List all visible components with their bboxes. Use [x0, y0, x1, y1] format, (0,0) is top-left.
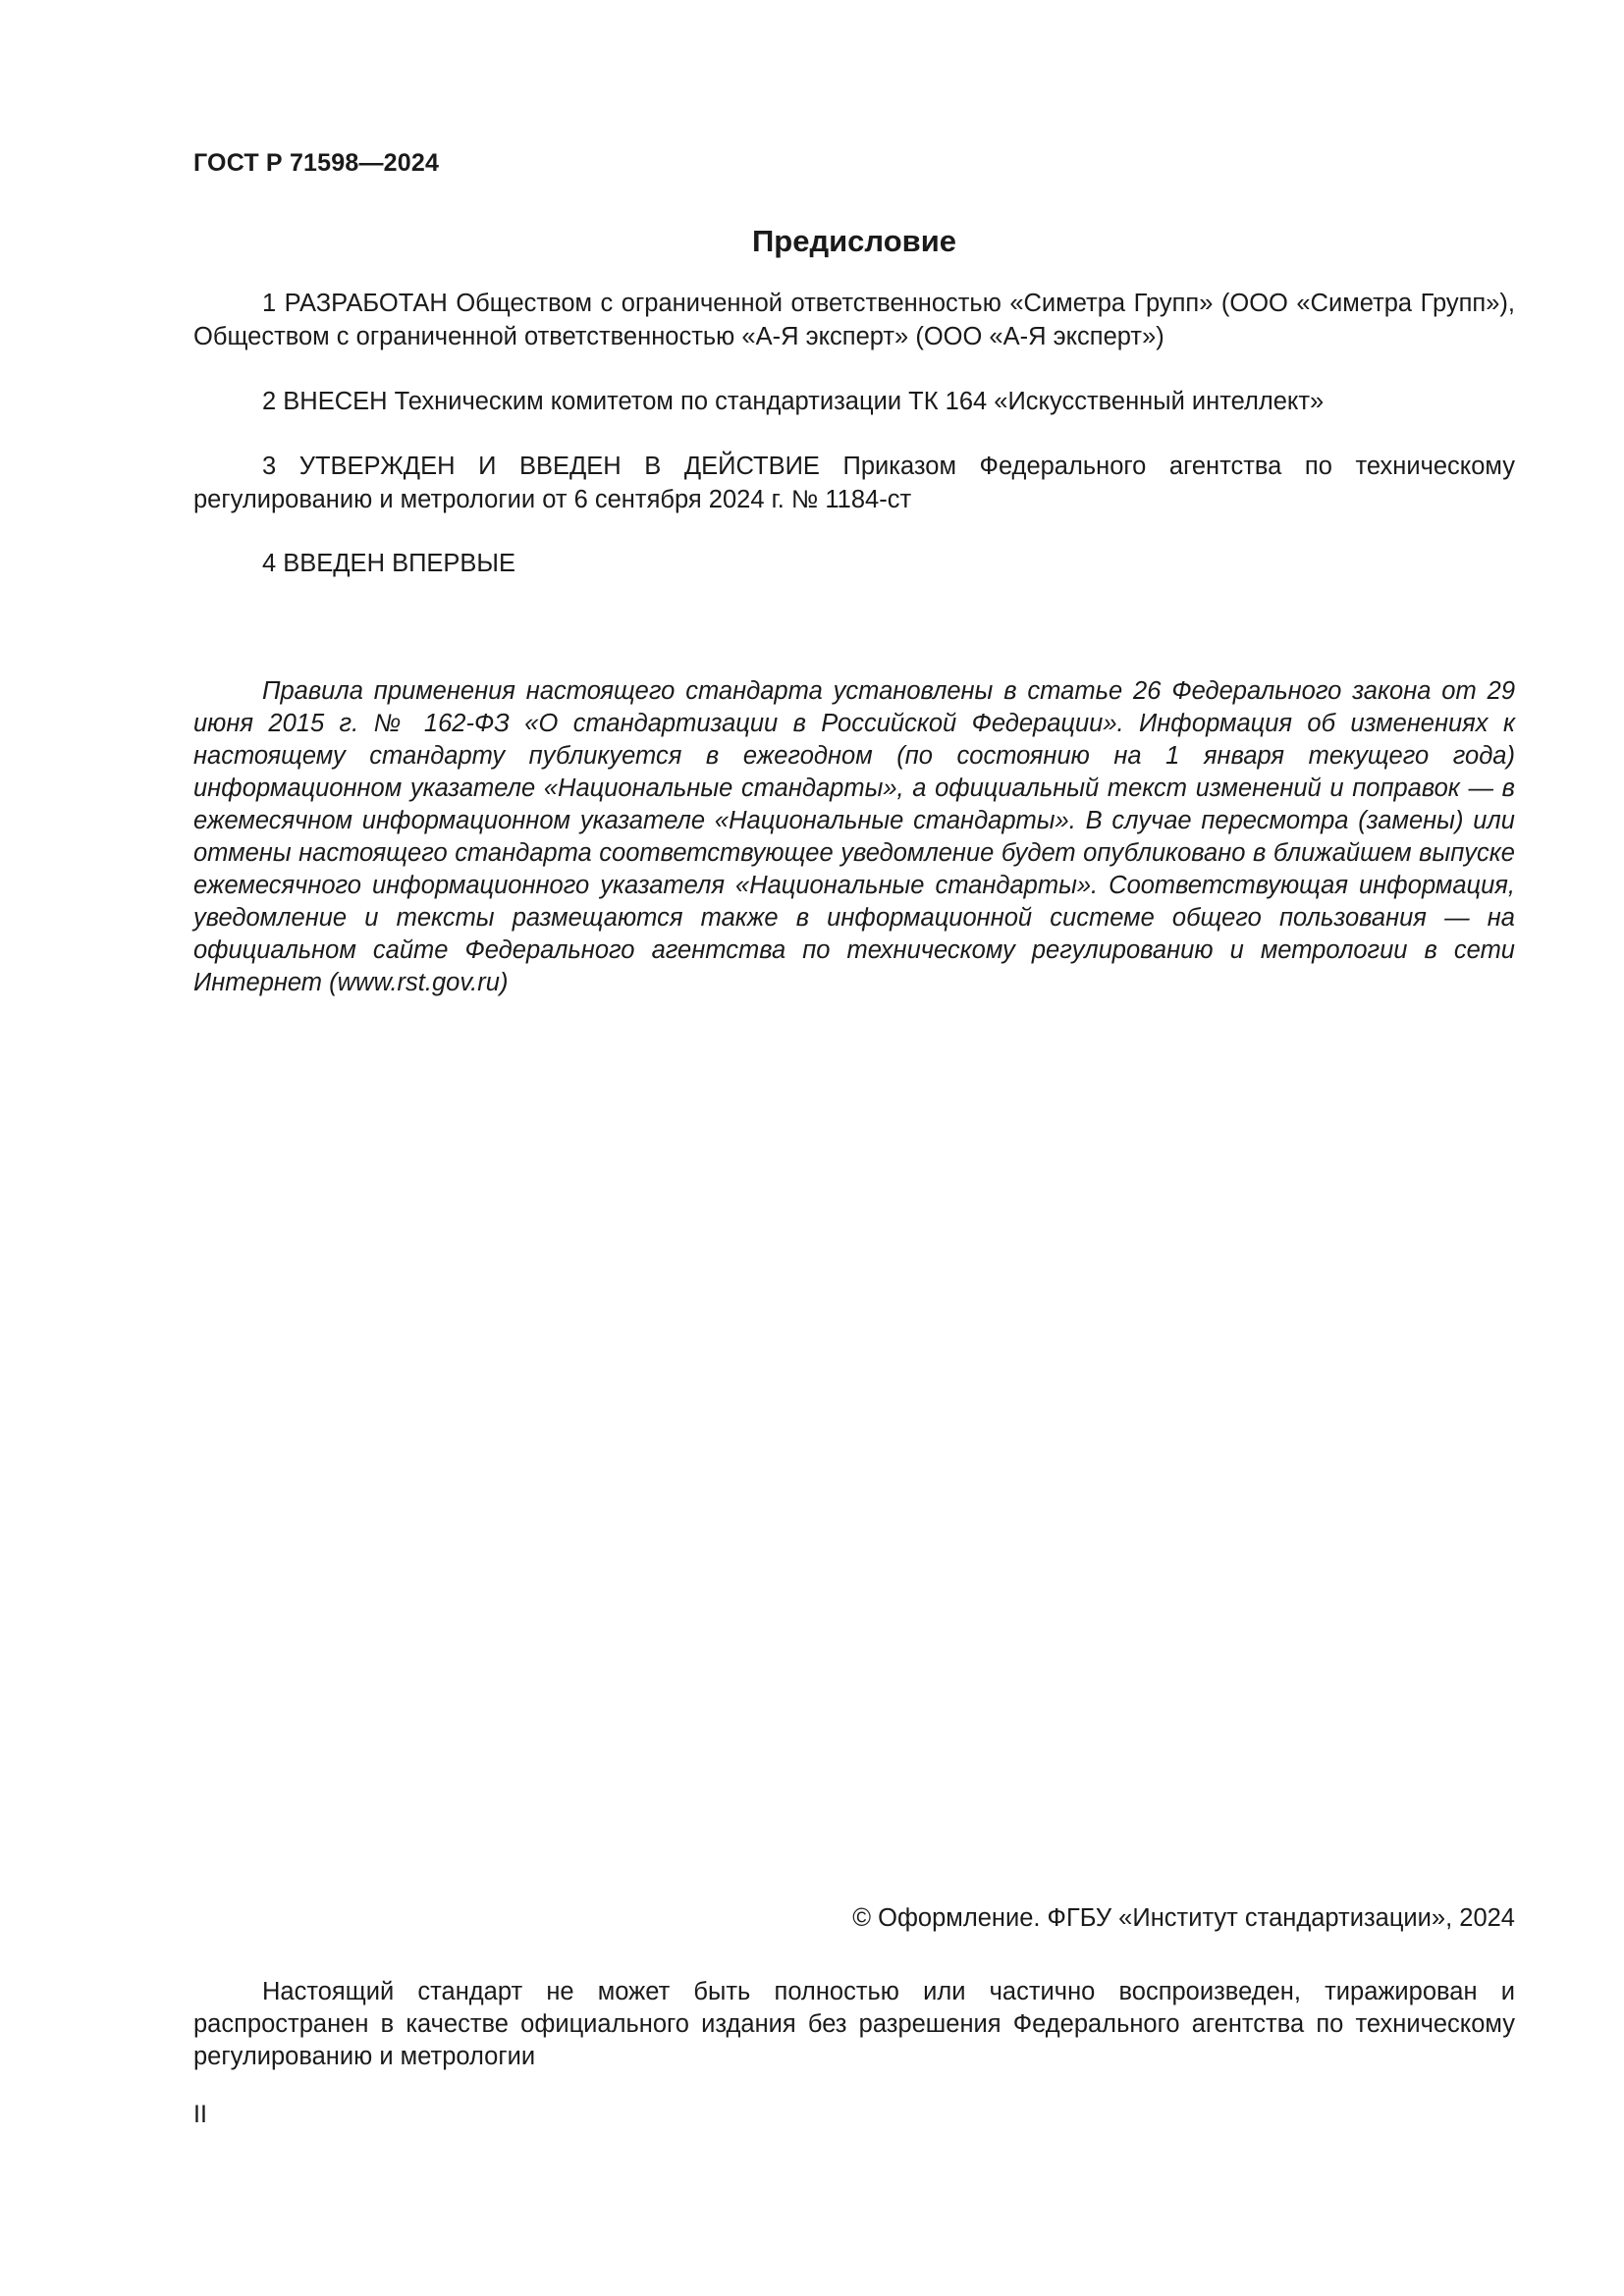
foreword-item-approved: 3 УТВЕРЖДЕН И ВВЕДЕН В ДЕЙСТВИЕ Приказом Федерального агентства по техническому регулированию и метрологии от 6 сентября 2024 г. № 1184-ст	[193, 453, 1515, 513]
section-title: Предисловие	[751, 224, 956, 258]
document-code: ГОСТ Р 71598—2024	[193, 149, 440, 177]
foreword-item-introduced: 4 ВВЕДЕН ВПЕРВЫЕ	[262, 550, 516, 577]
copyright-line: © Оформление. ФГБУ «Институт стандартизации», 2024	[852, 1904, 1515, 1932]
application-rules-notice: Правила применения настоящего стандарта установлены в статье 26 Федерального закона от 29 июня 2015 г. № 162-ФЗ «О стандартизации в Российской Федерации». Информация об изменениях к настоящему стандарту публикуется в ежегодном (по состоянию на 1 января текущего года) информационном указателе «Национальные стандарты», а официальный текст изменений и поправок — в ежемесячном информационном указателе «Национальные стандарты». В случае пересмотра (замены) или отмены настоящего стандарта соответствующее уведомление будет опубликовано в ближайшем выпуске ежемесячного информационного указателя «Национальные стандарты». Соответствующая информация, уведомление и тексты размещаются также в информационной системе общего пользования — на официальном сайте Федерального агентства по техническому регулированию и метрологии в сети Интернет (www.rst.gov.ru)	[193, 677, 1515, 996]
foreword-item-submitted: 2 ВНЕСЕН Техническим комитетом по стандартизации ТК 164 «Искусственный интеллект»	[262, 388, 1325, 415]
reproduction-restriction: Настоящий стандарт не может быть полностью или частично воспроизведен, тиражирован и распространен в качестве официального издания без разрешения Федерального агентства по техническому регулированию и метрологии	[193, 1978, 1515, 2070]
foreword-item-developed: 1 РАЗРАБОТАН Обществом с ограниченной ответственностью «Симетра Групп» (ООО «Симетра Групп»), Обществом с ограниченной ответственностью «А-Я эксперт» (ООО «А-Я эксперт»)	[193, 290, 1515, 350]
page-number: II	[193, 2101, 207, 2128]
